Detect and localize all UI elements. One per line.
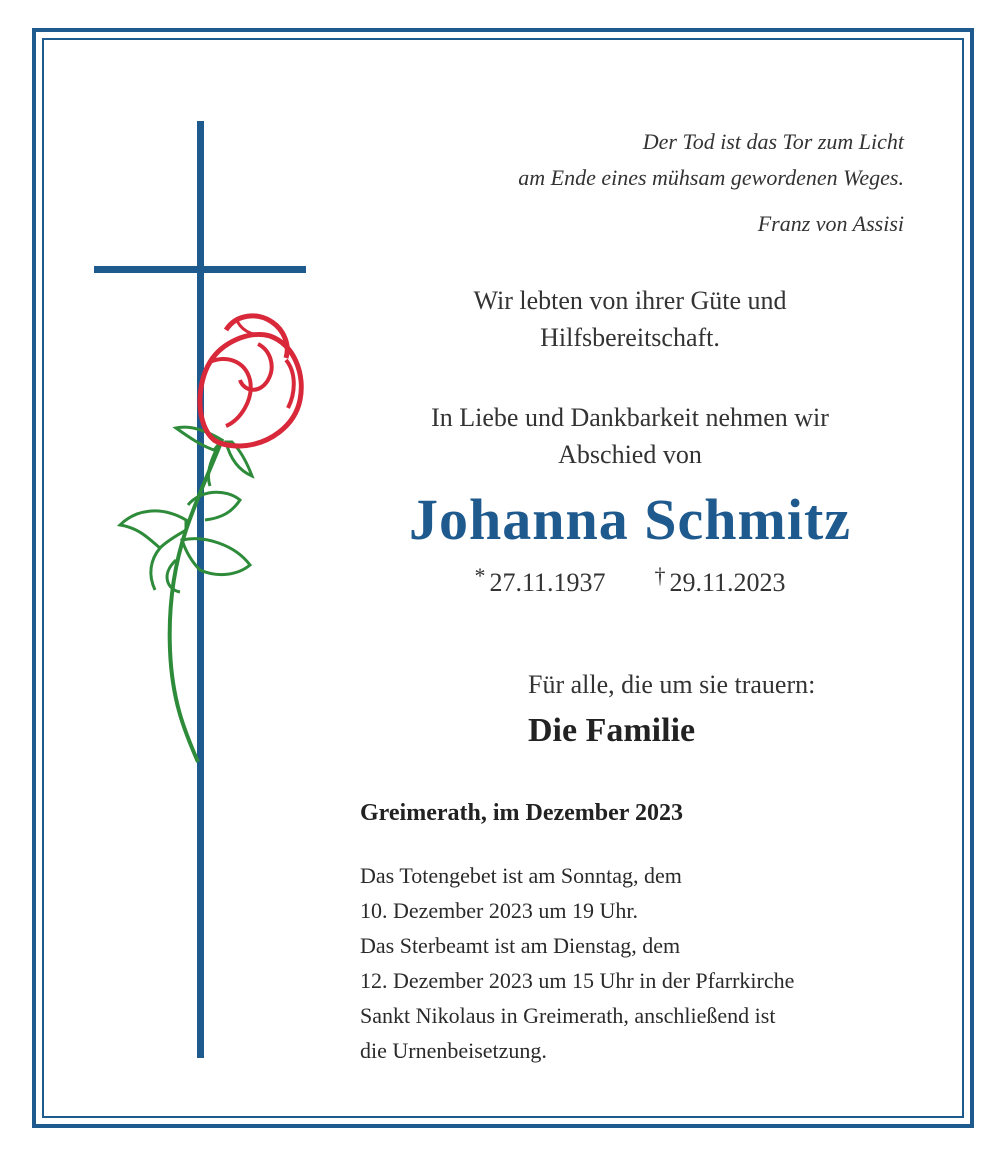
death-date: 29.11.2023 [669, 568, 786, 597]
rose-icon [120, 316, 301, 762]
mourners-intro: Für alle, die um sie trauern: [528, 670, 816, 699]
detail-line: Das Sterbeamt ist am Dienstag, dem [360, 933, 681, 958]
deceased-name: Johanna Schmitz [408, 487, 851, 552]
detail-line: Sankt Nikolaus in Greimerath, anschließend ist [360, 1003, 776, 1028]
birth-symbol: * [474, 563, 486, 588]
detail-line: 12. Dezember 2023 um 15 Uhr in der Pfarrkirche [360, 968, 795, 993]
intro-line-3: In Liebe und Dankbarkeit nehmen wir [431, 403, 829, 432]
death-symbol: † [654, 563, 666, 588]
cross-icon [94, 121, 306, 1058]
service-details [360, 858, 920, 1068]
detail-line: 10. Dezember 2023 um 19 Uhr. [360, 898, 638, 923]
place-date: Greimerath, im Dezember 2023 [360, 800, 684, 826]
intro-line-4: Abschied von [558, 440, 702, 469]
quote-author: Franz von Assisi [757, 211, 904, 236]
intro-line-1: Wir lebten von ihrer Güte und [473, 286, 787, 315]
intro-line-2: Hilfsbereitschaft. [540, 323, 720, 352]
detail-line: Das Totengebet ist am Sonntag, dem [360, 863, 682, 888]
birth-date: 27.11.1937 [489, 568, 606, 597]
quote-line-2: am Ende eines mühsam gewordenen Weges. [518, 165, 904, 190]
detail-line: die Urnenbeisetzung. [360, 1038, 547, 1063]
life-dates [300, 563, 960, 598]
family-signature: Die Familie [528, 712, 696, 749]
quote-line-1: Der Tod ist das Tor zum Licht [642, 129, 904, 154]
